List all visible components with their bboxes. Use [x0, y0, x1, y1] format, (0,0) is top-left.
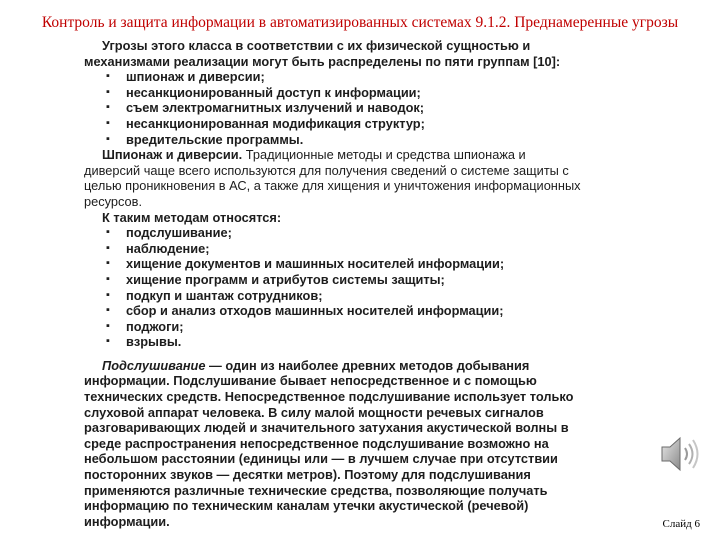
list-item: ▪ съем электромагнитных излучений и наводок; — [106, 100, 584, 116]
list-item: ▪ наблюдение; — [106, 241, 584, 257]
list-item: ▪ взрывы. — [106, 334, 584, 350]
threat-groups-list — [84, 69, 584, 147]
eavesdropping-term: Подслушивание — [102, 357, 206, 373]
scanned-page — [84, 38, 584, 529]
list-item: ▪ сбор и анализ отходов машинных носителей информации; — [106, 303, 584, 319]
speaker-icon[interactable] — [656, 432, 704, 476]
list-item: ▪ вредительские программы. — [106, 132, 584, 148]
methods-intro: К таким методам относятся: — [102, 209, 282, 225]
espionage-text: Традиционные методы и средства шпионажа и диверсий чаще всего используются для получения сведений о системе защиты с целью проникновения в АС, а также для хищения и уничтожения информационных ресурсов. — [84, 147, 581, 209]
list-item: ▪ поджоги; — [106, 319, 584, 335]
slide-number: Слайд 6 — [662, 518, 700, 530]
espionage-term: Шпионаж и диверсии. — [102, 147, 243, 163]
methods-list — [84, 225, 584, 350]
list-item: ▪ несанкционированная модификация структур; — [106, 116, 584, 132]
list-item: ▪ шпионаж и диверсии; — [106, 69, 584, 85]
list-item: ▪ хищение программ и атрибутов системы защиты; — [106, 272, 584, 288]
list-item: ▪ подслушивание; — [106, 225, 584, 241]
list-item: ▪ подкуп и шантаж сотрудников; — [106, 288, 584, 304]
eavesdropping-text: — один из наиболее древних методов добывания информации. Подслушивание бывает непосредственное и с помощью технических средств. Непосредственное подслушивание использует только слуховой аппарат человека. В силу малой мощности речевых сигналов разговаривающих людей и значительного затухания акустической волны в среде распространения непосредственное подслушивание возможно на небольшом расстоянии (единицы или — в лучшем случае при отсутствии посторонних звуков — десятки метров). Поэтому для подслушивания применяются различные технические средства, позволяющие получать информацию по техническим каналам утечки акустической (речевой) информации. — [84, 357, 574, 529]
espionage-paragraph — [84, 147, 584, 209]
list-item: ▪ хищение документов и машинных носителей информации; — [106, 256, 584, 272]
intro-paragraph: Угрозы этого класса в соответствии с их физической сущностью и механизмами реализации могут быть распределены по пяти группам [10]: — [84, 38, 561, 69]
list-item: ▪ несанкционированный доступ к информации; — [106, 85, 584, 101]
eavesdropping-paragraph — [84, 358, 584, 530]
slide-title: Контроль и защита информации в автоматизированных системах 9.1.2. Преднамеренные угрозы — [41, 14, 679, 31]
